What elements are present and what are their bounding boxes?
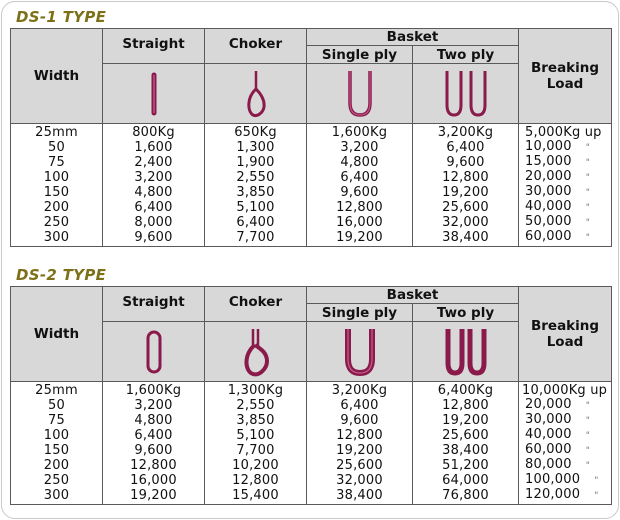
load-cell	[519, 443, 612, 458]
straight-cell: 8,000	[103, 215, 205, 230]
load-value: 5,000Kg up	[525, 125, 602, 140]
choker-cell: 1,300	[205, 140, 307, 155]
width-header: Width	[11, 29, 103, 124]
table-row	[11, 473, 612, 488]
single-ply-cell: 16,000	[307, 215, 413, 230]
straight-sling-icon	[103, 64, 205, 124]
choker-cell: 7,700	[205, 230, 307, 247]
load-cell	[519, 428, 612, 443]
load-value: 100,000	[525, 472, 581, 487]
choker-cell: 7,700	[205, 443, 307, 458]
choker-header: Choker	[205, 29, 307, 64]
load-value: 120,000	[525, 487, 581, 502]
load-cell	[519, 170, 612, 185]
two-ply-cell: 64,000	[413, 473, 519, 488]
straight-cell: 4,800	[103, 185, 205, 200]
choker-cell: 2,550	[205, 170, 307, 185]
ditto-mark: "	[585, 218, 591, 228]
table-row	[11, 382, 612, 399]
breaking-load-header	[519, 29, 612, 124]
basket-single-ply-icon	[307, 64, 413, 124]
single-ply-cell: 6,400	[307, 170, 413, 185]
ditto-mark: "	[585, 173, 591, 183]
choker-cell: 12,800	[205, 473, 307, 488]
load-cell	[519, 124, 612, 141]
table-row	[11, 428, 612, 443]
single-ply-cell: 1,600Kg	[307, 124, 413, 141]
width-cell: 300	[11, 488, 103, 505]
load-cell	[519, 398, 612, 413]
two-ply-cell: 9,600	[413, 155, 519, 170]
ds1-title: DS-1 TYPE	[16, 8, 107, 26]
choker-cell: 10,200	[205, 458, 307, 473]
load-value: 15,000	[525, 154, 572, 169]
load-value: 80,000	[525, 457, 572, 472]
single-ply-cell: 4,800	[307, 155, 413, 170]
straight-cell: 16,000	[103, 473, 205, 488]
ditto-mark: "	[585, 233, 591, 243]
table-row	[11, 443, 612, 458]
width-header: Width	[11, 287, 103, 382]
two-ply-cell: 38,400	[413, 443, 519, 458]
straight-cell: 800Kg	[103, 124, 205, 141]
load-value: 50,000	[525, 214, 572, 229]
ditto-mark: "	[585, 461, 591, 471]
width-cell: 200	[11, 200, 103, 215]
single-ply-cell: 12,800	[307, 428, 413, 443]
basket-two-ply-icon	[413, 322, 519, 382]
choker-sling-icon	[205, 322, 307, 382]
basket-single-ply-icon	[307, 322, 413, 382]
choker-header: Choker	[205, 287, 307, 322]
table-row	[11, 230, 612, 247]
straight-sling-icon	[103, 322, 205, 382]
choker-cell: 650Kg	[205, 124, 307, 141]
ditto-mark: "	[585, 203, 591, 213]
table-row	[11, 140, 612, 155]
two-ply-cell: 12,800	[413, 398, 519, 413]
single-ply-cell: 9,600	[307, 185, 413, 200]
width-cell: 100	[11, 170, 103, 185]
single-ply-cell: 6,400	[307, 398, 413, 413]
choker-cell: 1,900	[205, 155, 307, 170]
width-cell: 300	[11, 230, 103, 247]
breaking-load-header	[519, 287, 612, 382]
ds1-section	[10, 6, 611, 247]
choker-cell: 5,100	[205, 200, 307, 215]
ds2-table	[10, 286, 612, 505]
ds2-title: DS-2 TYPE	[16, 266, 107, 284]
choker-cell: 15,400	[205, 488, 307, 505]
two-ply-cell: 19,200	[413, 185, 519, 200]
ds2-section	[10, 264, 611, 505]
straight-cell: 3,200	[103, 170, 205, 185]
load-value: 40,000	[525, 199, 572, 214]
load-value: 30,000	[525, 412, 572, 427]
single-ply-header: Single ply	[307, 46, 413, 64]
two-ply-header: Two ply	[413, 304, 519, 322]
choker-sling-icon	[205, 64, 307, 124]
ds1-table	[10, 28, 612, 247]
single-ply-cell: 19,200	[307, 443, 413, 458]
width-cell: 50	[11, 398, 103, 413]
straight-cell: 1,600	[103, 140, 205, 155]
load-label: Load	[546, 334, 584, 350]
width-cell: 200	[11, 458, 103, 473]
single-ply-cell: 19,200	[307, 230, 413, 247]
choker-cell: 5,100	[205, 428, 307, 443]
basket-header: Basket	[307, 29, 519, 46]
ditto-mark: "	[594, 491, 599, 501]
straight-header: Straight	[103, 29, 205, 64]
width-cell: 150	[11, 443, 103, 458]
table-row	[11, 398, 612, 413]
load-cell	[519, 413, 612, 428]
choker-cell: 2,550	[205, 398, 307, 413]
basket-header: Basket	[307, 287, 519, 304]
table-row	[11, 200, 612, 215]
breaking-label: Breaking	[530, 60, 600, 76]
two-ply-cell: 19,200	[413, 413, 519, 428]
width-cell: 250	[11, 215, 103, 230]
load-value: 10,000Kg up	[522, 383, 608, 398]
straight-cell: 3,200	[103, 398, 205, 413]
straight-cell: 19,200	[103, 488, 205, 505]
table-row	[11, 124, 612, 141]
load-cell	[519, 473, 612, 488]
straight-cell: 9,600	[103, 443, 205, 458]
two-ply-cell: 51,200	[413, 458, 519, 473]
choker-cell: 3,850	[205, 413, 307, 428]
single-ply-cell: 3,200	[307, 140, 413, 155]
load-cell	[519, 458, 612, 473]
breaking-label: Breaking	[530, 318, 600, 334]
table-row	[11, 413, 612, 428]
ditto-mark: "	[585, 446, 591, 456]
two-ply-cell: 38,400	[413, 230, 519, 247]
basket-two-ply-icon	[413, 64, 519, 124]
two-ply-cell: 25,600	[413, 428, 519, 443]
load-value: 40,000	[525, 427, 572, 442]
straight-cell: 4,800	[103, 413, 205, 428]
ditto-mark: "	[585, 401, 591, 411]
two-ply-cell: 12,800	[413, 170, 519, 185]
load-value: 60,000	[525, 442, 572, 457]
choker-cell: 3,850	[205, 185, 307, 200]
straight-cell: 6,400	[103, 200, 205, 215]
single-ply-cell: 12,800	[307, 200, 413, 215]
single-ply-cell: 38,400	[307, 488, 413, 505]
width-cell: 75	[11, 155, 103, 170]
load-value: 20,000	[525, 169, 572, 184]
straight-header: Straight	[103, 287, 205, 322]
single-ply-cell: 9,600	[307, 413, 413, 428]
straight-cell: 9,600	[103, 230, 205, 247]
load-value: 30,000	[525, 184, 572, 199]
ditto-mark: "	[585, 416, 591, 426]
width-cell: 25mm	[11, 124, 103, 141]
two-ply-cell: 76,800	[413, 488, 519, 505]
ditto-mark: "	[594, 476, 599, 486]
table-row	[11, 170, 612, 185]
two-ply-cell: 25,600	[413, 200, 519, 215]
load-cell	[519, 230, 612, 247]
table-row	[11, 155, 612, 170]
load-cell	[519, 140, 612, 155]
straight-cell: 2,400	[103, 155, 205, 170]
load-cell	[519, 185, 612, 200]
table-row	[11, 185, 612, 200]
single-ply-cell: 3,200Kg	[307, 382, 413, 399]
load-cell	[519, 200, 612, 215]
width-cell: 100	[11, 428, 103, 443]
choker-cell: 1,300Kg	[205, 382, 307, 399]
width-cell: 150	[11, 185, 103, 200]
two-ply-cell: 32,000	[413, 215, 519, 230]
straight-cell: 1,600Kg	[103, 382, 205, 399]
straight-cell: 12,800	[103, 458, 205, 473]
ditto-mark: "	[585, 143, 591, 153]
width-cell: 75	[11, 413, 103, 428]
two-ply-cell: 3,200Kg	[413, 124, 519, 141]
table-row	[11, 215, 612, 230]
load-value: 60,000	[525, 229, 572, 244]
load-value: 20,000	[525, 397, 572, 412]
table-row	[11, 488, 612, 505]
two-ply-cell: 6,400Kg	[413, 382, 519, 399]
table-row	[11, 458, 612, 473]
ditto-mark: "	[585, 158, 591, 168]
two-ply-cell: 6,400	[413, 140, 519, 155]
single-ply-cell: 25,600	[307, 458, 413, 473]
two-ply-header: Two ply	[413, 46, 519, 64]
ditto-mark: "	[585, 188, 591, 198]
width-cell: 250	[11, 473, 103, 488]
load-cell	[519, 488, 612, 505]
single-ply-cell: 32,000	[307, 473, 413, 488]
width-cell: 25mm	[11, 382, 103, 399]
load-label: Load	[546, 76, 584, 92]
straight-cell: 6,400	[103, 428, 205, 443]
load-cell	[519, 155, 612, 170]
single-ply-header: Single ply	[307, 304, 413, 322]
ditto-mark: "	[585, 431, 591, 441]
load-value: 10,000	[525, 139, 572, 154]
width-cell: 50	[11, 140, 103, 155]
choker-cell: 6,400	[205, 215, 307, 230]
load-cell	[519, 215, 612, 230]
load-cell	[519, 382, 612, 399]
